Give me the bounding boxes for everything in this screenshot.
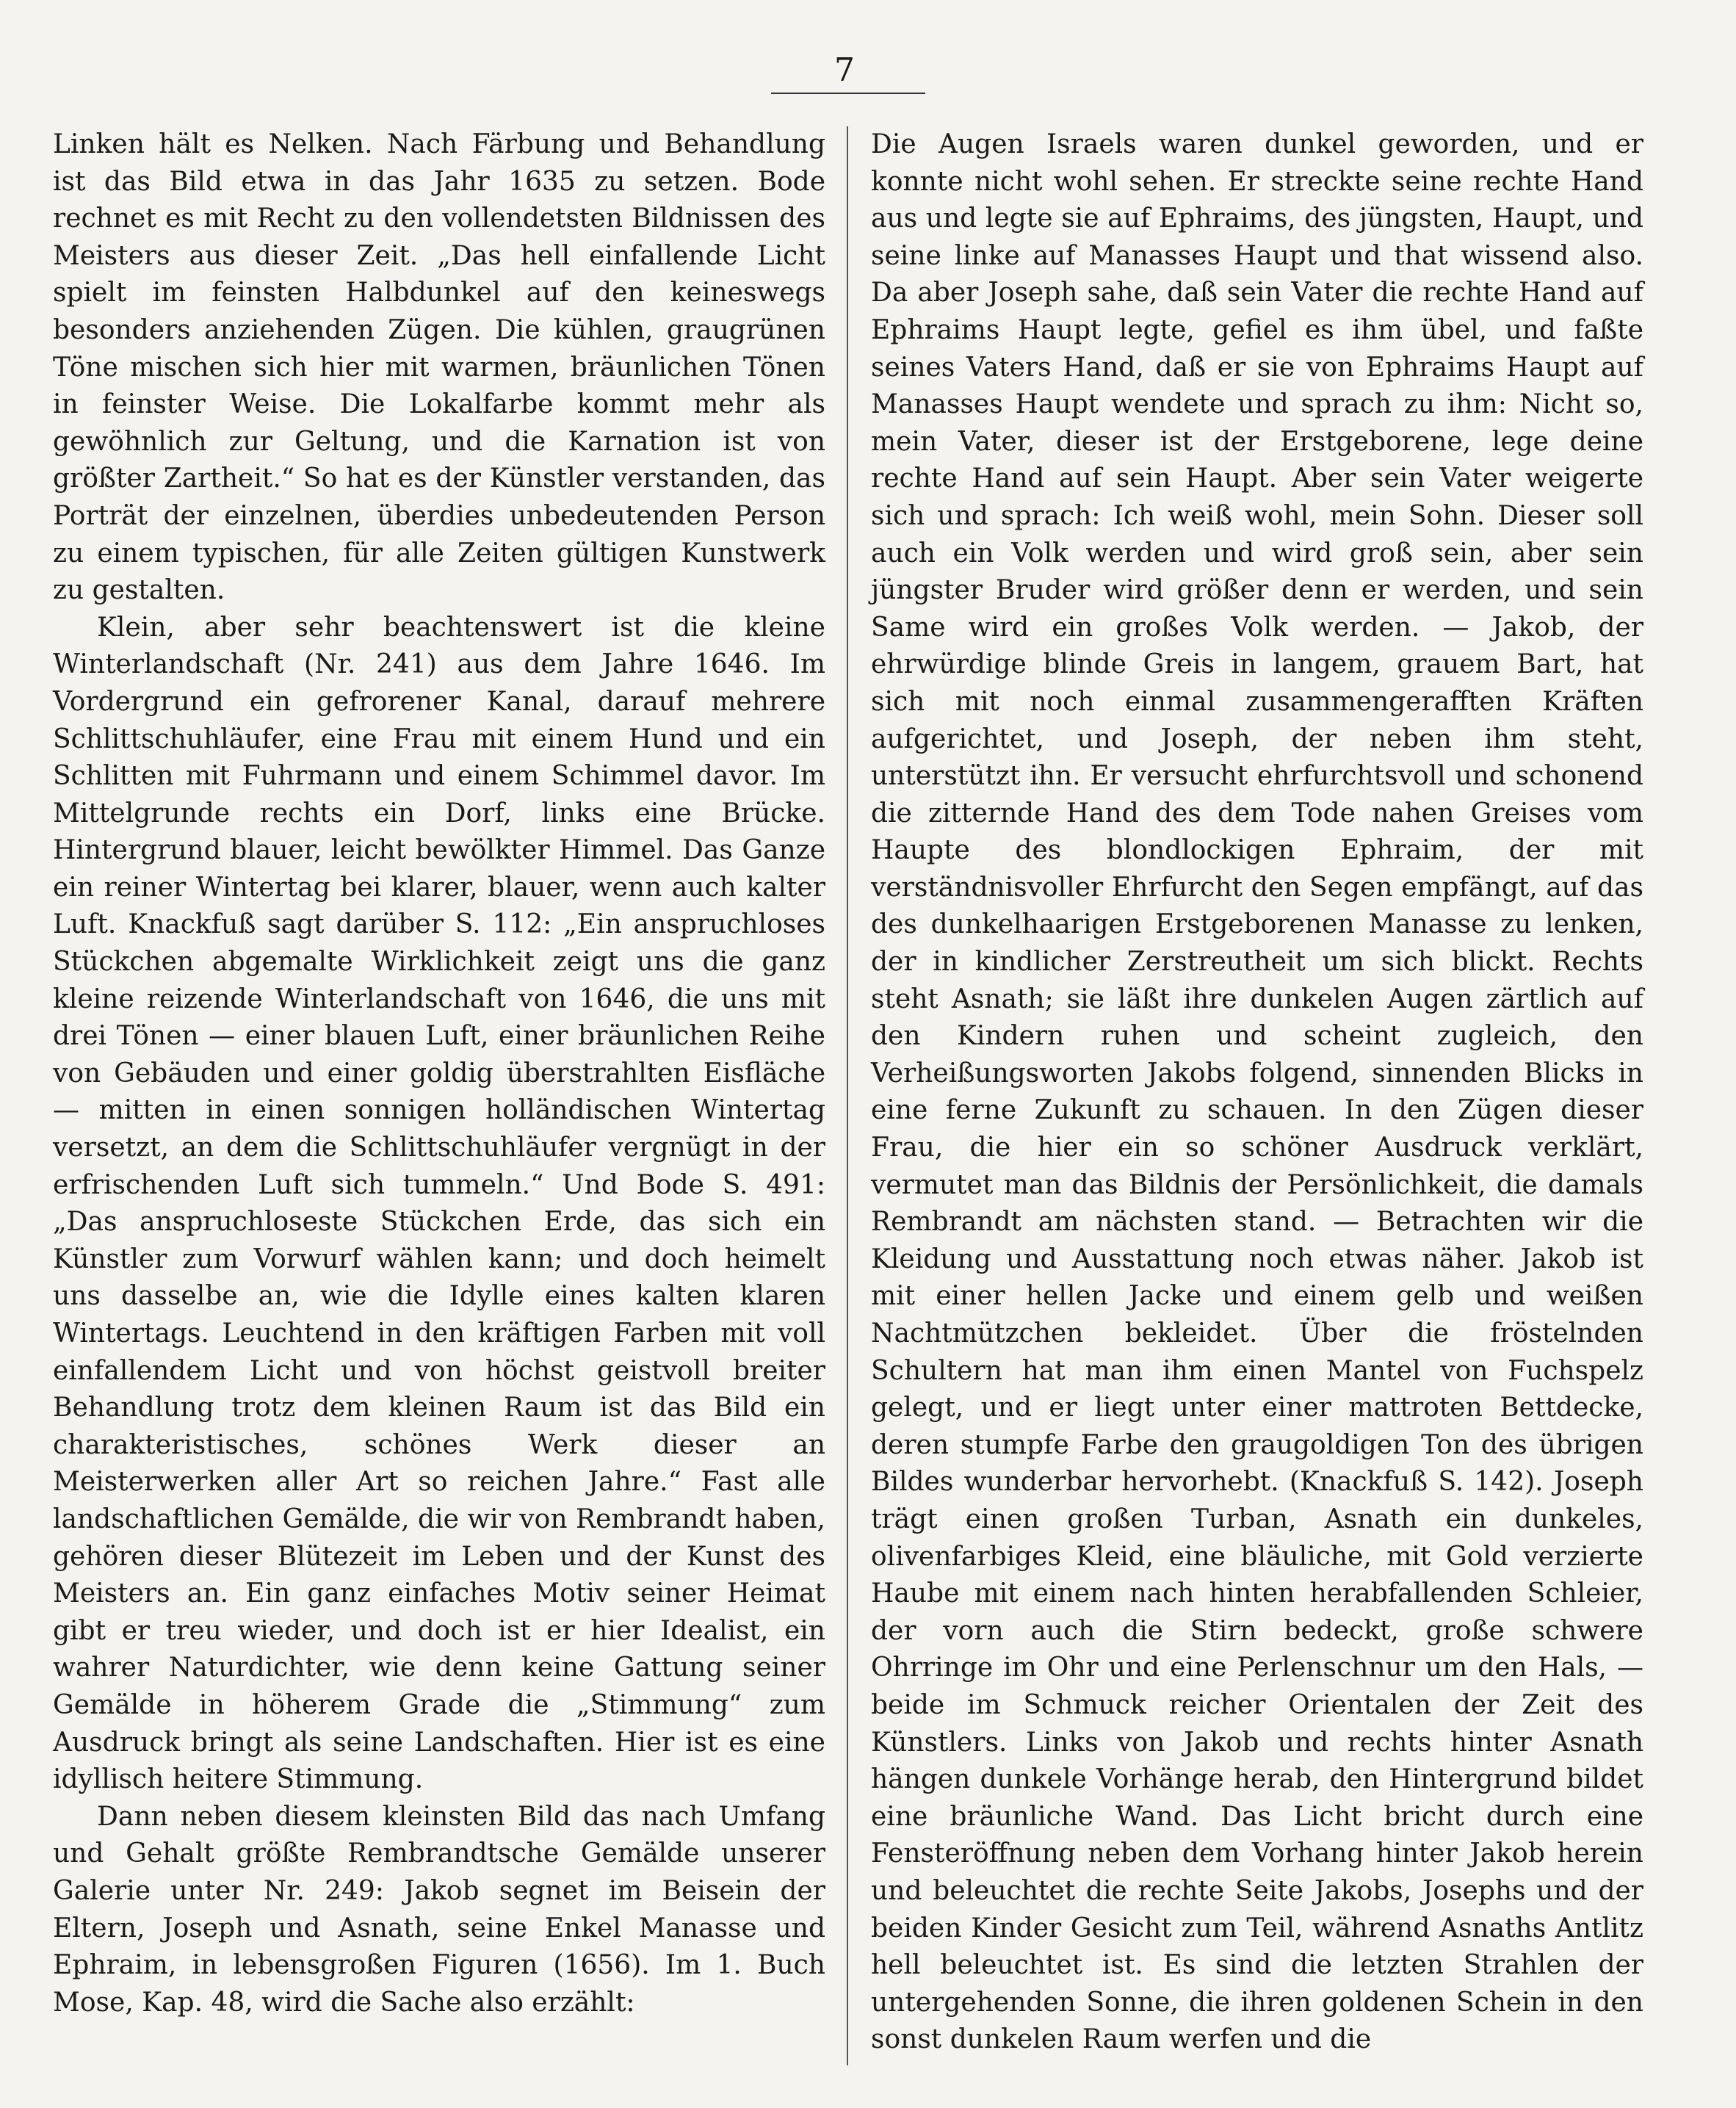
- left-column: [53, 126, 825, 2021]
- right-paragraph-1: Die Augen Israels waren dunkel geworden, und er konnte nicht wohl sehen. Er streckte seine rechte Hand aus und legte sie auf Ephraims, des jüngsten, Haupt, und seine linke auf Manasses Haupt und that wissend also. Da aber Joseph sahe, daß sein Vater die rechte Hand auf Ephraims Haupt legte, gefiel es ihm übel, und faßte seines Vaters Hand, daß er sie von Ephraims Haupt auf Manasses Haupt wendete und sprach zu ihm: Nicht so, mein Vater, dieser ist der Erstgeborene, lege deine rechte Hand auf sein Haupt. Aber sein Vater weigerte sich und sprach: Ich weiß wohl, mein Sohn. Dieser soll auch ein Volk werden und wird groß sein, aber sein jüngster Bruder wird größer denn er werden, und sein Same wird ein großes Volk werden. — Jakob, der ehrwürdige blinde Greis in langem, grauem Bart, hat sich mit noch einmal zusammengerafften Kräften aufgerichtet, und Joseph, der neben ihm steht, unterstützt ihn. Er versucht ehrfurchtsvoll und schonend die zitternde Hand des dem Tode nahen Greises vom Haupte des blondlockigen Ephraim, der mit verständnisvoller Ehrfurcht den Segen empfängt, auf das des dunkelhaarigen Erstgeborenen Manasse zu lenken, der in kindlicher Zerstreutheit um sich blickt. Rechts steht Asnath; sie läßt ihre dunkelen Augen zärtlich auf den Kindern ruhen und scheint zugleich, den Verheißungsworten Jakobs folgend, sinnenden Blicks in eine ferne Zukunft zu schauen. In den Zügen dieser Frau, die hier ein so schöner Ausdruck verklärt, vermutet man das Bildnis der Persönlichkeit, die damals Rembrandt am nächsten stand. — Betrachten wir die Kleidung und Ausstattung noch etwas näher. Jakob ist mit einer hellen Jacke und einem gelb und weißen Nachtmützchen bekleidet. Über die fröstelnden Schultern hat man ihm einen Mantel von Fuchspelz gelegt, und er liegt unter einer mattroten Bettdecke, deren stumpfe Farbe den graugoldigen Ton des übrigen Bildes wunderbar hervorhebt. (Knackfuß S. 142). Joseph trägt einen großen Turban, Asnath ein dunkeles, olivenfarbiges Kleid, eine bläuliche, mit Gold verzierte Haube mit einem nach hinten herabfallenden Schleier, der vorn auch die Stirn bedeckt, große schwere Ohrringe im Ohr und eine Perlenschnur um den Hals, — beide im Schmuck reicher Orientalen der Zeit des Künstlers. Links von Jakob und rechts hinter Asnath hängen dunkele Vorhänge herab, den Hintergrund bildet eine bräunliche Wand. Das Licht bricht durch eine Fensteröffnung neben dem Vorhang hinter Jakob herein und beleuchtet die rechte Seite Jakobs, Josephs und der beiden Kinder Gesicht zum Teil, während Asnaths Antlitz hell beleuchtet ist. Es sind die letzten Strahlen der untergehenden Sonne, die ihren goldenen Schein in den sonst dunkelen Raum werfen und die: [871, 129, 1643, 2055]
- left-paragraph-2: Klein, aber sehr beachtenswert ist die kleine Winterlandschaft (Nr. 241) aus dem Jahre 1646. Im Vordergrund ein gefrorener Kanal, darauf mehrere Schlittschuhläufer, eine Frau mit einem Hund und ein Schlitten mit Fuhrmann und einem Schimmel davor. Im Mittelgrunde rechts ein Dorf, links eine Brücke. Hintergrund blauer, leicht bewölkter Himmel. Das Ganze ein reiner Wintertag bei klarer, blauer, wenn auch kalter Luft. Knackfuß sagt darüber S. 112: „Ein anspruchloses Stückchen abgemalte Wirklichkeit zeigt uns die ganz kleine reizende Winterlandschaft von 1646, die uns mit drei Tönen — einer blauen Luft, einer bräunlichen Reihe von Gebäuden und einer goldig überstrahlten Eisfläche — mitten in einen sonnigen holländischen Wintertag versetzt, an dem die Schlittschuhläufer vergnügt in der erfrischenden Luft sich tummeln.“ Und Bode S. 491: „Das anspruchloseste Stückchen Erde, das sich ein Künstler zum Vorwurf wählen kann; und doch heimelt uns dasselbe an, wie die Idylle eines kalten klaren Wintertags. Leuchtend in den kräftigen Farben mit voll einfallendem Licht und von höchst geistvoll breiter Behandlung trotz dem kleinen Raum ist das Bild ein charakteristisches, schönes Werk dieser an Meisterwerken aller Art so reichen Jahre.“ Fast alle landschaftlichen Gemälde, die wir von Rembrandt haben, gehören dieser Blütezeit im Leben und der Kunst des Meisters an. Ein ganz einfaches Motiv seiner Heimat gibt er treu wieder, und doch ist er hier Idealist, ein wahrer Naturdichter, wie denn keine Gattung seiner Gemälde in höherem Grade die „Stimmung“ zum Ausdruck bringt als seine Landschaften. Hier ist es eine idyllisch heitere Stimmung.: [53, 612, 825, 1795]
- left-paragraph-3: Dann neben diesem kleinsten Bild das nach Umfang und Gehalt größte Rembrandtsche Gemälde unserer Galerie unter Nr. 249: Jakob segnet im Beisein der Eltern, Joseph und Asnath, seine Enkel Manasse und Ephraim, in lebensgroßen Figuren (1656). Im 1. Buch Mose, Kap. 48, wird die Sache also erzählt:: [53, 1801, 825, 2018]
- column-divider: [847, 126, 848, 2065]
- page-number: 7: [834, 51, 855, 89]
- right-column: [871, 126, 1643, 2059]
- left-paragraph-1: Linken hält es Nelken. Nach Färbung und Behandlung ist das Bild etwa in das Jahr 1635 zu setzen. Bode rechnet es mit Recht zu den vollendetsten Bildnissen des Meisters aus dieser Zeit. „Das hell einfallende Licht spielt im feinsten Halbdunkel auf den keineswegs besonders anziehenden Zügen. Die kühlen, graugrünen Töne mischen sich hier mit warmen, bräunlichen Tönen in feinster Weise. Die Lokalfarbe kommt mehr als gewöhnlich zur Geltung, und die Karnation ist von größter Zartheit.“ So hat es der Künstler verstanden, das Porträt der einzelnen, überdies unbedeutenden Person zu einem typischen, für alle Zeiten gültigen Kunstwerk zu gestalten.: [53, 129, 825, 606]
- header-rule: [771, 93, 925, 94]
